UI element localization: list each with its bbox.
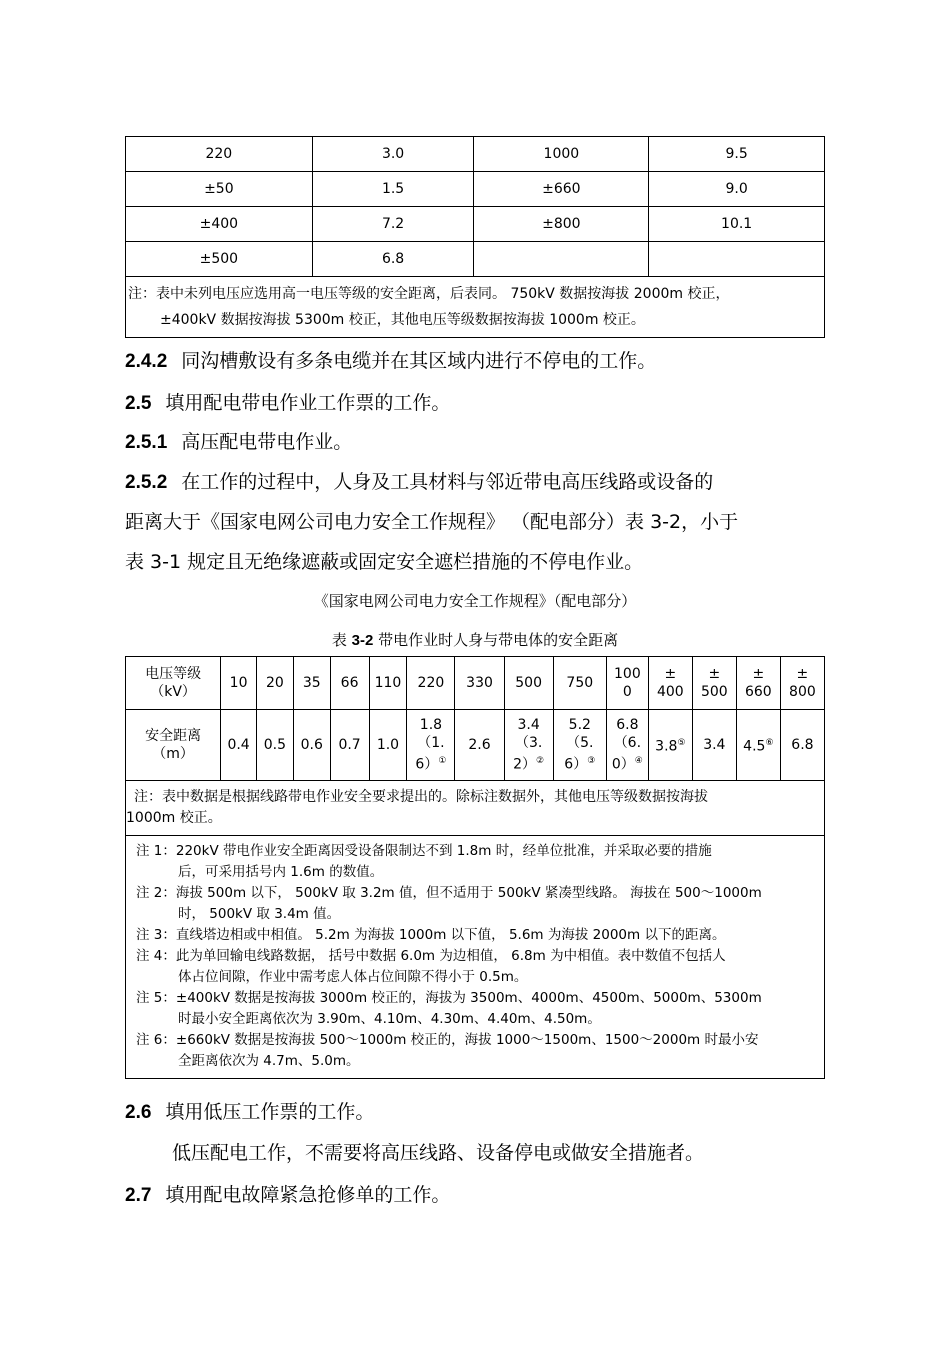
distance-value-line: 6） <box>415 756 439 773</box>
voltage-value-line: 66 <box>340 675 359 691</box>
section-text: 同沟槽敷设有多条电缆并在其区域内进行不停电的工作。 <box>181 350 657 372</box>
voltage-value-line: 660 <box>744 684 772 700</box>
table2-footnotes-row <box>126 836 825 1079</box>
distance-cell <box>736 710 780 781</box>
distance-value-line: 2） <box>513 756 537 773</box>
table2-note-line1: 注：表中数据是根据线路带电作业安全要求提出的。除标注数据外，其他电压等级数据按海拔 <box>134 789 708 805</box>
distance-value-line: （6. <box>613 735 642 752</box>
voltage-value-line: ± <box>708 666 721 682</box>
distance-cell <box>692 710 736 781</box>
footnote <box>136 841 824 883</box>
table1-note-line2: ±400kV 数据按海拔 5300m 校正，其他电压等级数据按海拔 1000m 校正。 <box>160 312 645 328</box>
table1-row <box>126 137 825 172</box>
voltage-value-line: 100 <box>614 666 641 682</box>
footnote-mark: ② <box>536 756 545 767</box>
footnote <box>136 883 824 925</box>
table-title-caption <box>0 629 950 650</box>
voltage-cell <box>736 657 780 710</box>
distance-header-line2: （m） <box>152 746 194 762</box>
distance-value-line: 0.4 <box>227 737 250 753</box>
footnote-first-line: 注 4：此为单回输电线路数据， 括号中数据 6.0m 为边相值， 6.8m 为中相值。表中数值不包括人 <box>136 948 726 964</box>
table1-cell: 220 <box>126 137 313 172</box>
distance-header-line1: 安全距离 <box>145 728 202 744</box>
distance-value-line: 3.4 <box>517 717 540 734</box>
footnote-continuation: 时最小安全距离依次为 3.90m、4.10m、4.30m、4.40m、4.50m。 <box>178 1011 601 1027</box>
caption-number: 3-2 <box>351 632 374 649</box>
distance-row <box>126 710 825 781</box>
voltage-value-line: 0 <box>622 684 632 700</box>
distance-value-line: 3.8 <box>655 738 678 755</box>
distance-cell <box>221 710 257 781</box>
table1-cell: ±660 <box>474 172 649 207</box>
footnote-mark: ⑥ <box>765 738 774 749</box>
section-number: 2.5 <box>125 393 152 414</box>
footnote-continuation: 后，可采用括号内 1.6m 的数值。 <box>178 864 384 880</box>
section-text: 在工作的过程中，人身及工具材料与邻近带电高压线路或设备的 <box>181 471 714 493</box>
section-number: 2.7 <box>125 1185 152 1206</box>
table1-body <box>126 137 825 277</box>
live-working-distance-table <box>125 656 825 1079</box>
voltage-value-line: 800 <box>789 684 816 700</box>
footnote <box>136 925 824 946</box>
section-number: 2.5.1 <box>125 432 168 453</box>
caption-title: 带电作业时人身与带电体的安全距离 <box>373 631 619 649</box>
voltage-value-line: 220 <box>417 675 445 691</box>
table2-note-row <box>126 781 825 836</box>
distance-value-line: （1. <box>417 735 445 752</box>
distance-value-line: 5.2 <box>568 717 591 734</box>
voltage-value-line: ± <box>664 666 677 682</box>
distance-header <box>126 710 221 781</box>
section-number: 2.5.2 <box>125 472 168 493</box>
distance-value-line: （5. <box>566 735 594 752</box>
voltage-value-line: ± <box>796 666 809 682</box>
section-2-4-2 <box>125 346 656 373</box>
voltage-value-line: 330 <box>466 675 493 691</box>
voltage-value-line: 10 <box>229 675 248 691</box>
table1-cell: 1.5 <box>312 172 474 207</box>
voltage-cell <box>455 657 504 710</box>
table-source-caption: 《国家电网公司电力安全工作规程》（配电部分） <box>313 592 637 610</box>
voltage-cell <box>221 657 257 710</box>
table1-cell: ±50 <box>126 172 313 207</box>
table1-cell: ±800 <box>474 207 649 242</box>
table1-cell: 1000 <box>474 137 649 172</box>
voltage-header-line1: 电压等级 <box>145 666 202 682</box>
distance-value-line: （3. <box>514 735 543 752</box>
section-2-7 <box>125 1180 450 1207</box>
footnote-continuation: 体占位间隙，作业中需考虑人体占位间隙不得小于 0.5m。 <box>178 969 528 985</box>
distance-value-line: 6.8 <box>616 717 639 734</box>
distance-value-line: 6.8 <box>791 737 814 753</box>
voltage-value-line: 500 <box>515 675 542 691</box>
table1-note-line1: 注：表中未列电压应选用高一电压等级的安全距离，后表同。 750kV 数据按海拔 2000m 校正， <box>128 286 730 302</box>
table1-cell: 7.2 <box>312 207 474 242</box>
safety-distance-table-continued <box>125 136 825 338</box>
table1-row <box>126 242 825 277</box>
distance-cell <box>407 710 455 781</box>
distance-cell <box>648 710 692 781</box>
voltage-cell <box>553 657 606 710</box>
section-2-5-2-line3: 表 3-1 规定且无绝缘遮蔽或固定安全遮栏措施的不停电作业。 <box>125 551 644 573</box>
table1-cell: 9.0 <box>649 172 825 207</box>
section-text: 高压配电带电作业。 <box>181 431 353 453</box>
distance-cell <box>256 710 293 781</box>
voltage-value-line: 750 <box>566 675 594 691</box>
voltage-value-line: 35 <box>302 675 321 691</box>
table1-cell: 9.5 <box>649 137 825 172</box>
distance-value-line: 1.8 <box>419 717 443 734</box>
distance-value-line: 6） <box>564 756 588 773</box>
footnote-first-line: 注 2：海拔 500m 以下， 500kV 取 3.2m 值，但不适用于 500kV 紧凑型线路。 海拔在 500～1000m <box>136 885 762 901</box>
section-2-5-2 <box>125 467 713 494</box>
caption-prefix: 表 <box>331 631 352 649</box>
distance-value-line: 0.7 <box>338 737 361 753</box>
voltage-value-line: 500 <box>700 684 728 700</box>
footnote-mark: ① <box>438 756 447 767</box>
distance-cell <box>780 710 824 781</box>
voltage-value-line: 110 <box>374 675 402 691</box>
table1-cell: 10.1 <box>649 207 825 242</box>
voltage-cell <box>407 657 455 710</box>
section-2-5-1 <box>125 427 352 454</box>
section-2-6-paragraph: 低压配电工作，不需要将高压线路、设备停电或做安全措施者。 <box>172 1142 705 1164</box>
voltage-cell <box>692 657 736 710</box>
table1-note-row <box>126 277 825 338</box>
voltage-value-line: 20 <box>265 675 284 691</box>
distance-cell <box>293 710 330 781</box>
footnote <box>136 946 824 988</box>
distance-cell <box>553 710 606 781</box>
voltage-cell <box>369 657 407 710</box>
distance-value-line: 0.5 <box>263 737 287 753</box>
section-number: 2.6 <box>125 1102 152 1123</box>
section-text: 填用低压工作票的工作。 <box>165 1101 375 1123</box>
footnote-continuation: 时， 500kV 取 3.4m 值。 <box>178 906 341 922</box>
footnote-first-line: 注 6：±660kV 数据是按海拔 500～1000m 校正的，海拔 1000～1500m、1500～2000m 时最小安 <box>136 1032 759 1048</box>
section-number: 2.4.2 <box>125 351 168 372</box>
footnote-first-line: 注 3：直线塔边相或中相值。 5.2m 为海拔 1000m 以下值， 5.6m 为海拔 2000m 以下的距离。 <box>136 927 726 943</box>
footnote <box>136 988 824 1030</box>
table2-note-line2: 1000m 校正。 <box>126 810 222 826</box>
footnote-first-line: 注 1：220kV 带电作业安全距离因受设备限制达不到 1.8m 时，经单位批准，并采取必要的措施 <box>136 843 712 859</box>
distance-value-line: 3.4 <box>703 737 726 753</box>
distance-value-line: 4.5 <box>743 738 766 755</box>
table1-cell <box>649 242 825 277</box>
table1-row <box>126 207 825 242</box>
footnote-mark: ④ <box>634 756 643 767</box>
footnote-first-line: 注 5：±400kV 数据是按海拔 3000m 校正的，海拔为 3500m、4000m、4500m、5000m、5300m <box>136 990 762 1006</box>
table1-cell: ±400 <box>126 207 313 242</box>
voltage-value-line: ± <box>752 666 765 682</box>
voltage-cell <box>293 657 330 710</box>
table2-note <box>126 781 825 836</box>
table1-cell: ±500 <box>126 242 313 277</box>
footnote-mark: ⑤ <box>677 738 686 749</box>
section-2-5-2-line2: 距离大于《国家电网公司电力安全工作规程》 （配电部分）表 3-2，小于 <box>125 511 739 533</box>
voltage-header <box>126 657 221 710</box>
section-2-5 <box>125 388 450 415</box>
distance-value-line: 1.0 <box>376 737 400 753</box>
section-text: 填用配电带电作业工作票的工作。 <box>165 392 451 414</box>
table2-footnotes <box>126 836 825 1079</box>
voltage-row <box>126 657 825 710</box>
table1-cell: 6.8 <box>312 242 474 277</box>
voltage-cell <box>606 657 648 710</box>
distance-cell <box>369 710 407 781</box>
footnote-mark: ③ <box>587 756 596 767</box>
distance-cell <box>504 710 553 781</box>
voltage-cell <box>256 657 293 710</box>
voltage-value-line: 400 <box>656 684 684 700</box>
table1-row <box>126 172 825 207</box>
distance-value-line: 0） <box>611 756 635 773</box>
voltage-header-line2: （kV） <box>150 684 196 700</box>
section-text: 填用配电故障紧急抢修单的工作。 <box>165 1184 451 1206</box>
distance-cell <box>455 710 504 781</box>
table1-cell: 3.0 <box>312 137 474 172</box>
distance-value-line: 2.6 <box>468 737 491 753</box>
section-2-6 <box>125 1097 374 1124</box>
footnote-continuation: 全距离依次为 4.7m、5.0m。 <box>178 1053 360 1069</box>
voltage-cell <box>648 657 692 710</box>
distance-cell <box>606 710 648 781</box>
voltage-cell <box>504 657 553 710</box>
table1-cell <box>474 242 649 277</box>
voltage-cell <box>780 657 824 710</box>
table1-note <box>126 277 825 338</box>
distance-value-line: 0.6 <box>300 737 323 753</box>
footnote <box>136 1030 824 1072</box>
voltage-cell <box>330 657 369 710</box>
distance-cell <box>330 710 369 781</box>
